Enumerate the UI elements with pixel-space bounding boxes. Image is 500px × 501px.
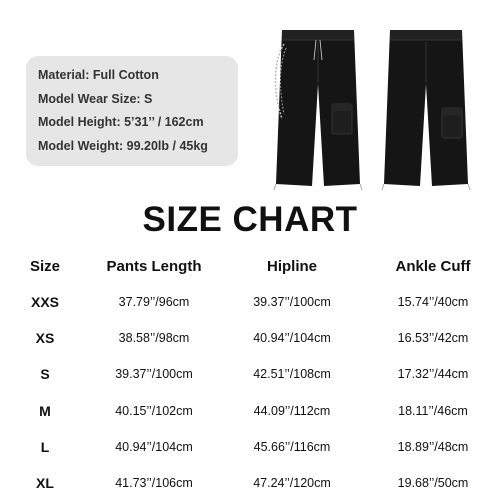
header-ankle-cuff: Ankle Cuff [395,257,471,275]
table-row [0,393,500,429]
table-header-row [0,248,500,284]
material-text: Material: Full Cotton [38,68,159,82]
hipline-cell: 47.24’’/120cm [253,476,331,491]
size-cell: M [39,402,51,419]
hipline-cell: 42.51’’/108cm [253,367,331,382]
table-row [0,320,500,356]
pants-front-image [268,24,368,194]
size-cell: L [40,438,50,455]
hipline-cell: 45.66’’/116cm [253,439,331,454]
ankle-cuff-cell: 15.74’’/40cm [397,295,469,310]
model-wear-size-text: Model Wear Size: S [38,91,153,106]
ankle-cuff-cell: 17.32’’/44cm [397,367,469,382]
ankle-cuff-cell: 18.11’’/46cm [398,403,468,418]
pants-back-image [376,24,476,194]
table-row [0,465,500,501]
header-hipline: Hipline [266,257,317,275]
ankle-cuff-cell: 16.53’’/42cm [397,331,469,346]
pants-length-cell: 41.73’’/106cm [115,476,193,491]
ankle-cuff-cell: 18.89’’/48cm [397,439,469,454]
hipline-cell: 39.37’’/100cm [253,295,331,310]
pants-length-cell: 40.15’’/102cm [115,403,193,418]
size-cell: XXS [30,294,59,311]
header-pants-length: Pants Length [106,257,202,275]
pants-length-cell: 39.37’’/100cm [115,367,193,382]
pants-length-cell: 38.58’’/98cm [118,331,190,346]
model-weight-text: Model Weight: 99.20lb / 45kg [38,138,208,153]
ankle-cuff-cell: 19.68’’/50cm [397,476,469,491]
hipline-cell: 40.94’’/104cm [253,331,331,346]
header-size: Size [29,257,60,275]
pants-length-cell: 37.79’’/96cm [118,295,190,310]
size-cell: S [40,366,50,383]
size-chart-title: SIZE CHART [142,200,358,239]
table-row [0,429,500,465]
table-row [0,356,500,392]
size-cell: XS [35,330,55,347]
product-info-box [26,56,238,166]
size-cell: XL [36,475,54,492]
model-height-text: Model Height: 5’31’’ / 162cm [38,115,204,129]
pants-length-cell: 40.94’’/104cm [115,439,193,454]
size-chart-table [0,248,500,501]
hipline-cell: 44.09’’/112cm [253,403,331,418]
table-row [0,284,500,320]
